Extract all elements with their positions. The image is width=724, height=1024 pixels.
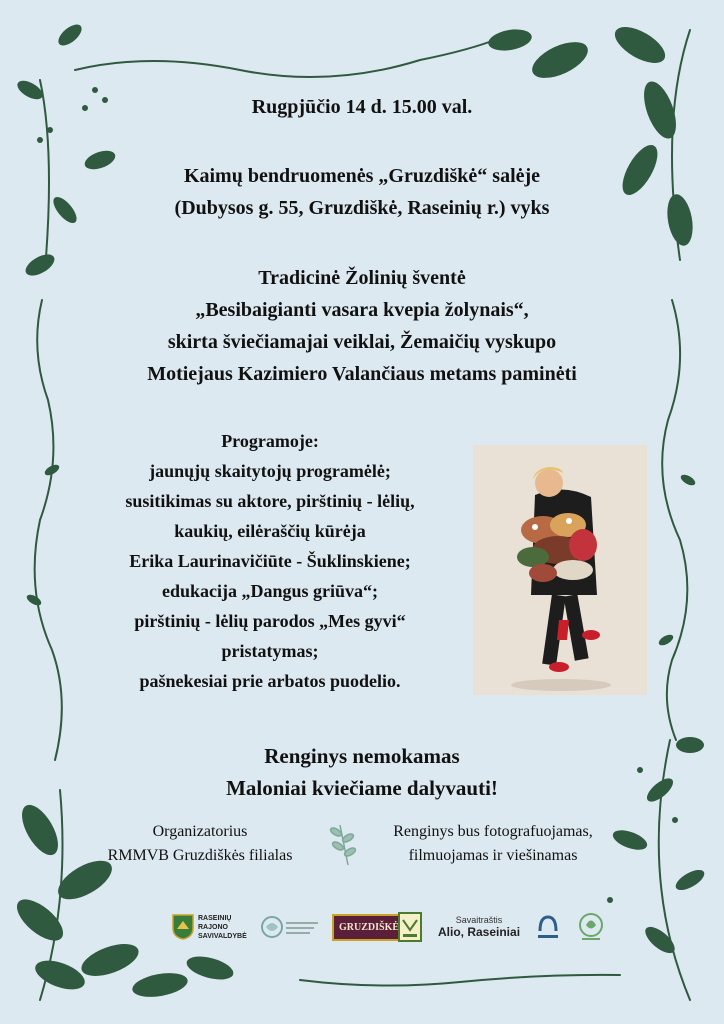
- program-item: pristatymas;: [221, 641, 319, 661]
- program-item: Erika Laurinavičiūte - Šuklinskiene;: [129, 551, 411, 571]
- program-list: [90, 426, 450, 696]
- organizer-label: Organizatorius: [152, 823, 248, 840]
- heritage-council-logo: [260, 905, 320, 949]
- event-date: Rugpjūčio 14 d. 15.00 val.: [251, 96, 473, 118]
- program-item: jaunųjų skaitytojų programėlė;: [149, 461, 391, 481]
- festival-line: „Besibaigianti vasara kvepia žolynais“,: [195, 299, 529, 321]
- newspaper-subtitle: Savaitraštis: [455, 915, 503, 925]
- program-item: susitikimas su aktore, pirštinių - lėlių,: [125, 491, 415, 511]
- program-item: pašnekesiai prie arbatos puodelio.: [139, 671, 401, 691]
- logo-text: SAVIVALDYBĖ: [198, 932, 247, 940]
- program-item: kaukių, eilėraščių kūrėja: [174, 521, 366, 541]
- logo-text: RAJONO: [198, 923, 228, 931]
- closing-text: [0, 740, 724, 804]
- newspaper-logo: [438, 905, 520, 949]
- venue-address: (Dubysos g. 55, Gruzdiškė, Raseinių r.) vyks: [174, 197, 550, 219]
- organizer-block: [90, 820, 310, 868]
- coat-of-arms-icon: [172, 914, 194, 940]
- newspaper-name: Alio, Raseiniai: [438, 925, 521, 939]
- logo-text: RASEINIŲ: [198, 914, 232, 922]
- program-item: pirštinių - lėlių parodos „Mes gyvi“: [134, 611, 406, 631]
- festival-line: Tradicinė Žolinių šventė: [258, 267, 466, 289]
- gruzdiske-community-logo: [332, 905, 406, 949]
- invitation-text: Maloniai kviečiame dalyvauti!: [226, 776, 498, 800]
- festival-line: skirta šviečiamajai veiklai, Žemaičių vyskupo: [167, 331, 557, 353]
- media-notice-line: Renginys bus fotografuojamas,: [393, 823, 593, 840]
- program-item: edukacija „Dangus griūva“;: [161, 581, 379, 601]
- raseiniai-municipality-logo: [172, 905, 247, 949]
- ecology-logo: [576, 905, 606, 949]
- media-notice-line: filmuojamas ir viešinamas: [408, 847, 578, 864]
- program-heading: Programoje:: [221, 431, 319, 451]
- organizer-name: RMMVB Gruzdiškės filialas: [107, 847, 293, 864]
- event-venue: [0, 160, 724, 224]
- festival-title: [0, 262, 724, 390]
- sponsor-logos: [160, 905, 620, 953]
- venue-line: Kaimų bendruomenės „Gruzdiškė“ salėje: [183, 165, 541, 187]
- media-notice: [348, 820, 638, 868]
- festival-line: Motiejaus Kazimiero Valančiaus metams paminėti: [147, 363, 577, 385]
- performer-photo: [473, 445, 647, 695]
- library-logo: [398, 905, 422, 949]
- free-entry-text: Renginys nemokamas: [264, 744, 460, 768]
- regional-news-logo: [536, 905, 560, 949]
- gruzdiske-label: GRUZDIŠKĖ: [332, 914, 406, 941]
